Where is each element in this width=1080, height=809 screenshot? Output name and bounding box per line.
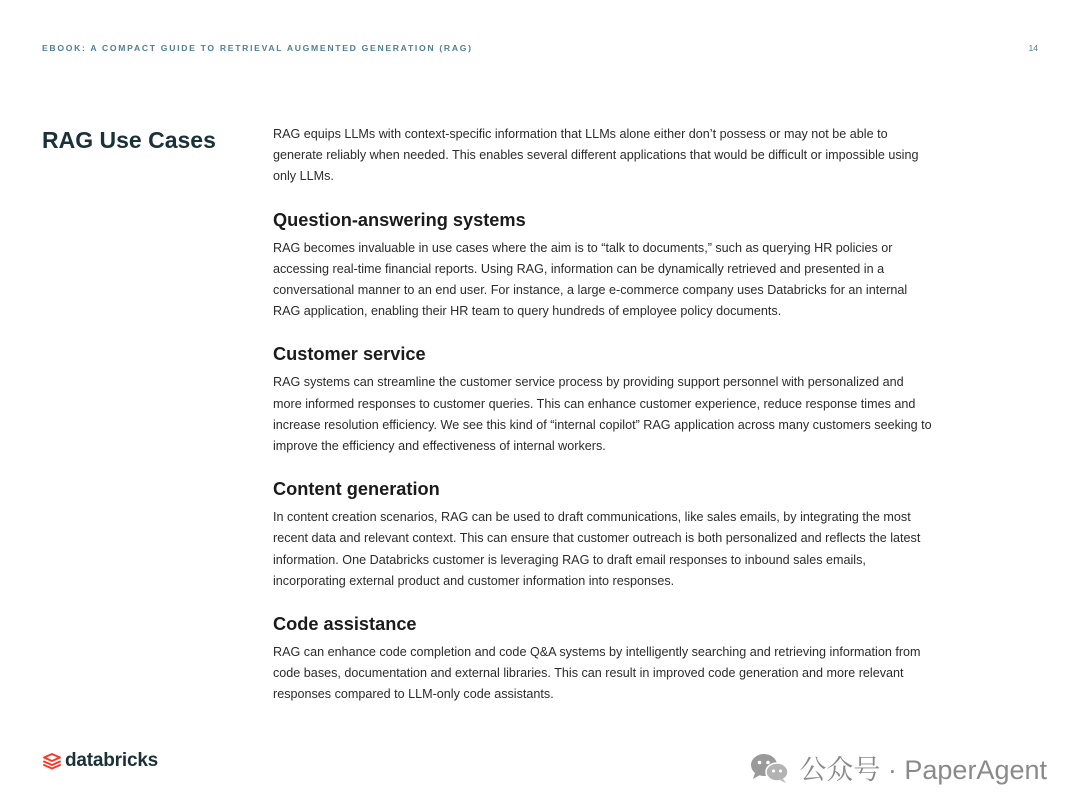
wechat-icon: [749, 751, 791, 785]
section-content-generation: [273, 478, 933, 592]
main-content: [273, 124, 933, 706]
section-body: RAG becomes invaluable in use cases where the aim is to “talk to documents,” such as querying HR policies or accessing real-time financial reports. Using RAG, information can be dynamically retrieved and presented in a conversational manner to an end user. For instance, a large e-commerce company uses Databricks for an internal RAG application, enabling their HR team to query hundreds of employee policy documents.: [273, 240, 908, 319]
section-body: RAG can enhance code completion and code Q&A systems by intelligently searching and retrieving information from code bases, documentation and external libraries. This can result in improved code generation and more relevant responses compared to LLM-only code assistants.: [273, 645, 921, 702]
databricks-logo: [42, 750, 158, 772]
intro-paragraph: RAG equips LLMs with context-specific information that LLMs alone either don’t possess or may not be able to generate reliably when needed. This enables several different applications that would be difficult or impossible using only LLMs.: [273, 127, 919, 184]
databricks-stack-icon: [42, 751, 62, 771]
wechat-watermark: [749, 748, 1047, 787]
section-body: In content creation scenarios, RAG can be used to draft communications, like sales emails, by integrating the most recent data and relevant context. This can ensure that customer outreach is both personalized and reflects the latest information. One Databricks customer is leveraging RAG to draft email responses to inbound sales emails, incorporating external product and customer information into responses.: [273, 510, 921, 588]
section-heading: Content generation: [273, 479, 440, 500]
section-customer-service: [273, 343, 933, 457]
page-title: RAG Use Cases: [42, 127, 216, 153]
section-heading: Question-answering systems: [273, 209, 526, 230]
page-number: 14: [1028, 43, 1038, 53]
watermark-text: 公众号 · PaperAgent: [799, 755, 1047, 785]
ebook-header-title: EBOOK: A COMPACT GUIDE TO RETRIEVAL AUGMENTED GENERATION (RAG): [42, 43, 473, 53]
section-heading: Customer service: [273, 344, 426, 365]
logo-wordmark: databricks: [65, 750, 159, 771]
section-body: RAG systems can streamline the customer service process by providing support personnel with personalized and more informed responses to customer queries. This can enhance customer experience, reduce response times and increase resolution efficiency. We see this kind of “internal copilot” RAG application across many customers seeking to improve the efficiency and effectiveness of internal workers.: [273, 375, 932, 454]
section-heading: Code assistance: [273, 614, 417, 635]
section-code-assistance: [273, 613, 933, 706]
section-question-answering: [273, 209, 933, 323]
